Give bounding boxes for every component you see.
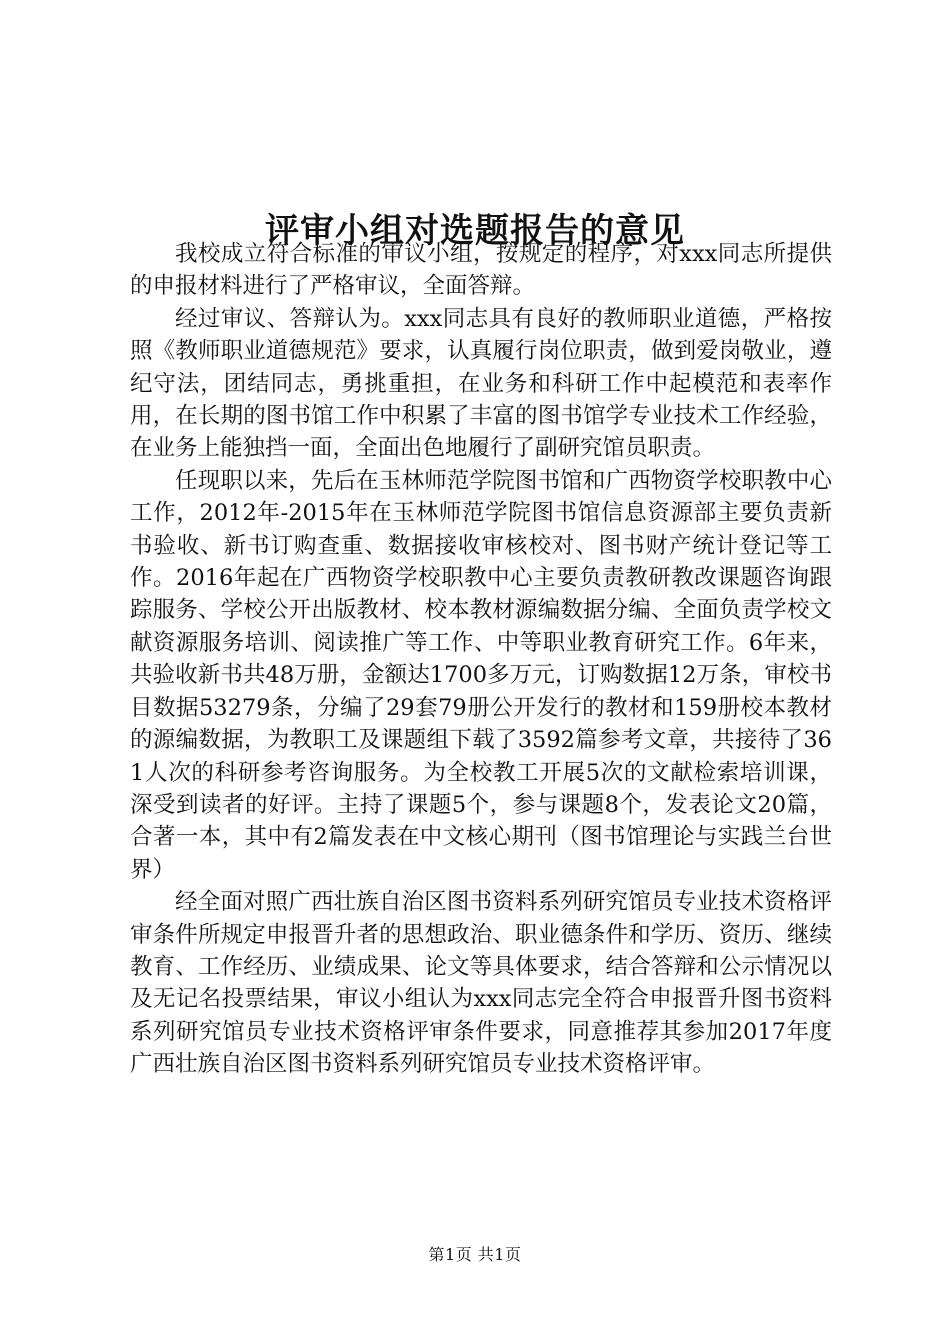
document-body	[130, 238, 832, 1081]
page-footer: 第1页 共1页	[428, 1245, 522, 1264]
document-title: 评审小组对选题报告的意见	[265, 210, 685, 251]
paragraph-4: 经全面对照广西壮族自治区图书资料系列研究馆员专业技术资格评审条件所规定申报晋升者的思想政治、职业德条件和学历、资历、继续教育、工作经历、业绩成果、论文等具体要求，结合答辩和公示情况以及无记名投票结果，审议小组认为xxx同志完全符合申报晋升图书资料系列研究馆员专业技术资格评审条件要求，同意推荐其参加2017年度广西壮族自治区图书资料系列研究馆员专业技术资格评审。	[130, 889, 832, 1078]
paragraph-1: 我校成立符合标准的审议小组，按规定的程序，对xxx同志所提供的申报材料进行了严格审议，全面答辩。	[130, 241, 832, 300]
paragraph-2: 经过审议、答辩认为。xxx同志具有良好的教师职业道德，严格按照《教师职业道德规范》要求，认真履行岗位职责，做到爱岗敬业，遵纪守法，团结同志，勇挑重担，在业务和科研工作中起模范和表率作用，在长期的图书馆工作中积累了丰富的图书馆学专业技术工作经验，在业务上能独挡一面，全面出色地履行了副研究馆员职责。	[130, 305, 832, 462]
paragraph-3: 任现职以来，先后在玉林师范学院图书馆和广西物资学校职教中心工作，2012年-2015年在玉林师范学院图书馆信息资源部主要负责新书验收、新书订购查重、数据接收审核校对、图书财产统计登记等工作。2016年起在广西物资学校职教中心主要负责教研教改课题咨询跟踪服务、学校公开出版教材、校本教材源编数据分编、全面负责学校文献资源服务培训、阅读推广等工作、中等职业教育研究工作。6年来，共验收新书共48万册，金额达1700多万元，订购数据12万条，审校书目数据53279条，分编了29套79册公开发行的教材和159册校本教材的源编数据，为教职工及课题组下载了3592篇参考文章，共接待了361人次的科研参考咨询服务。为全校教工开展5次的文献检索培训课，深受到读者的好评。主持了课题5个，参与课题8个，发表论文20篇，合著一本，其中有2篇发表在中文核心期刊（图书馆理论与实践兰台世界）	[130, 467, 832, 883]
